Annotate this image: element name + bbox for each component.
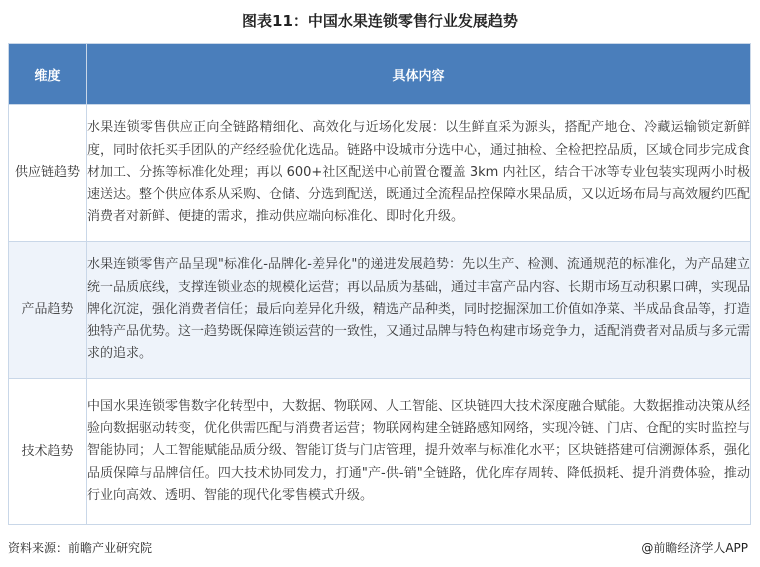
header-content: 具体内容 bbox=[87, 44, 751, 105]
row-content: 水果连锁零售供应正向全链路精细化、高效化与近场化发展：以生鲜直采为源头，搭配产地仓、冷藏运输锁定新鲜度，同时依托买手团队的产经经验优化选品。链路中设城市分选中心，通过抽检、全检把控品质，区域仓同步完成食材加工、分拣等标准化处理；再以 600+社区配送中心前置仓覆盖 3km 内社区，结合干冰等专业包装实现两小时极速送达。整个供应体系从采购、仓储、分选到配送，既通过全流程品控保障水果品质，又以近场布局与高效履约匹配消费者对新鲜、便捷的需求，推动供应端向标准化、即时化升级。 bbox=[87, 105, 751, 242]
row-dimension: 产品趋势 bbox=[9, 242, 87, 379]
table-header-row bbox=[9, 44, 751, 105]
brand-credit: @前瞻经济学人APP bbox=[641, 541, 748, 555]
table-row bbox=[9, 105, 751, 242]
source-note: 资料来源：前瞻产业研究院 bbox=[8, 541, 153, 555]
row-dimension: 供应链趋势 bbox=[9, 105, 87, 242]
trends-table bbox=[8, 43, 751, 525]
row-dimension: 技术趋势 bbox=[9, 379, 87, 525]
table-row bbox=[9, 379, 751, 525]
table-row bbox=[9, 242, 751, 379]
chart-title: 图表11：中国水果连锁零售行业发展趋势 bbox=[242, 12, 518, 30]
row-content: 中国水果连锁零售数字化转型中，大数据、物联网、人工智能、区块链四大技术深度融合赋能。大数据推动决策从经验向数据驱动转变，优化供需匹配与消费者运营；物联网构建全链路感知网络，实现冷链、门店、仓配的实时监控与智能协同；人工智能赋能品质分级、智能订货与门店管理，提升效率与标准化水平；区块链搭建可信溯源体系，强化品质保障与品牌信任。四大技术协同发力，打通"产-供-销"全链路，优化库存周转、降低损耗、提升消费体验，推动行业向高效、透明、智能的现代化零售模式升级。 bbox=[87, 379, 751, 525]
row-content: 水果连锁零售产品呈现"标准化-品牌化-差异化"的递进发展趋势：先以生产、检测、流通规范的标准化，为产品建立统一品质底线，支撑连锁业态的规模化运营；再以品质为基础，通过丰富产品内容、长期市场互动积累口碑，实现品牌化沉淀，强化消费者信任；最后向差异化升级，精选产品种类，同时挖掘深加工价值如净菜、半成品食品等，打造独特产品优势。这一趋势既保障连锁运营的一致性，又通过品牌与特色构建市场竞争力，适配消费者对品质与多元需求的追求。 bbox=[87, 242, 751, 379]
header-dimension: 维度 bbox=[9, 44, 87, 105]
